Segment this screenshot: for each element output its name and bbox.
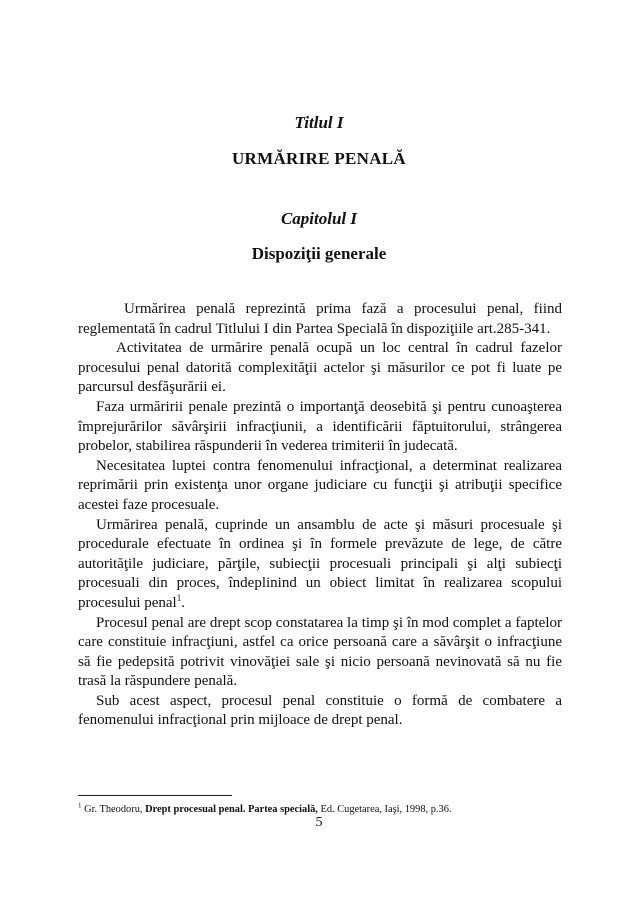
body-text xyxy=(78,300,562,731)
footnote-number: 1 xyxy=(78,801,82,810)
paragraph: Faza urmăririi penale prezintă o importanţă deosebită şi pentru cunoaşterea împrejurărilor săvârşirii infracţiunii, a identificării făptuitorului, strângerea probelor, stabilirea răspunderii în vederea trimiterii în judecată. xyxy=(78,398,562,455)
chapter-heading: Dispoziţii generale xyxy=(251,244,387,263)
paragraph: Procesul penal are drept scop constatarea la timp şi în mod complet a faptelor care constituie infracţiuni, astfel ca orice persoană care a săvârşit o infracţiune să fie pedepsită potrivit vinovăţiei sale şi nicio persoană nevinovată să nu fie trasă la răspundere penală. xyxy=(78,614,562,690)
paragraph: Sub acest aspect, procesul penal constituie o formă de combatere a fenomenului infracţional prin mijloace de drept penal. xyxy=(78,692,562,729)
footnote-author: Gr. Theodoru, xyxy=(84,804,146,815)
paragraph: Urmărirea penală reprezintă prima fază a procesului penal, fiind reglementată în cadrul Titlului I din Partea Specială în dispoziţiile art.285-341. xyxy=(78,301,562,337)
title-label: Titlul I xyxy=(294,113,344,132)
page-number: 5 xyxy=(315,815,323,830)
title-heading: URMĂRIRE PENALĂ xyxy=(231,149,407,168)
footnote-publisher: Ed. Cugetarea, Iaşi, 1998, p.36. xyxy=(317,804,452,815)
paragraph: Necesitatea luptei contra fenomenului infracţional, a determinat realizarea reprimării prin existenţa unor organe judiciare cu funcţii şi atribuţii specifice acestei faze procesuale. xyxy=(78,457,562,513)
paragraph-end: . xyxy=(181,594,185,611)
paragraph-text: Urmărirea penală, cuprinde un ansamblu de acte şi măsuri procesuale şi procedurale efectuate în ordinea şi în formele prevăzute de lege, de către autorităţile judiciare, părţile, subiecţii procesuali principali şi alţi subiecţi procesuali din proces, îndeplinind un obiect limitat în realizarea scopului procesului penal xyxy=(78,516,562,611)
footnote-divider xyxy=(78,795,232,796)
footnote-reference[interactable]: 1 xyxy=(176,592,182,603)
paragraph xyxy=(78,516,562,614)
paragraph: Activitatea de urmărire penală ocupă un loc central în cadrul fazelor procesului penal datorită complexităţii actelor şi măsurilor ce pot fi luate pe parcursul desfăşurării ei. xyxy=(78,340,562,396)
chapter-label: Capitolul I xyxy=(280,209,358,228)
footnote-work-title: Drept procesual penal. Partea specială, xyxy=(145,804,318,815)
